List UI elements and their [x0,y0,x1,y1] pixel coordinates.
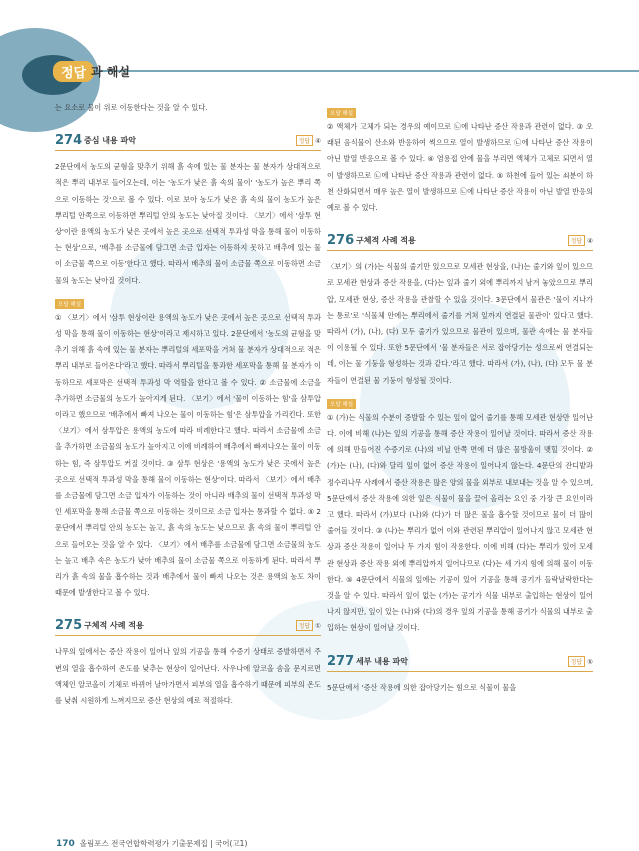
question-275-body: 나무의 잎에서는 증산 작용이 일어나 잎의 기공을 통해 수증기 상태로 증발하면서 주변의 열을 흡수하여 온도를 낮추는 현상이 일어난다. 사우나에 알코올 솜을 문지르면 액체인 알코올이 기체로 바뀌어 날아가면서 피부의 열을 흡수하기 때문에 피부의 온도를 낮춰 시원하게 느껴지므로 증산 현상의 예로 적절하다. [55,647,321,706]
intro-text: 는 요소로 물이 위로 이동한다는 것을 알 수 있다. [55,103,208,112]
answer-value: ⑤ [587,657,593,666]
question-275-header [55,615,321,636]
answer-indicator [568,656,593,667]
wrong-answer-tag: 오답 해설 [327,108,356,118]
wrong-answer-tag: 오답 해설 [55,299,84,309]
answer-indicator [568,235,593,246]
answer-label: 정답 [568,235,586,246]
question-276-header [327,230,593,251]
answer-label: 정답 [568,656,586,667]
left-column [55,100,321,711]
question-number: 276 [327,233,355,249]
footer-text: 올림포스 전국연합학력평가 기출문제집 | 국어(고1) [79,839,248,848]
wrong-answer-tag: 오답 해설 [327,399,356,409]
question-title: 구체적 사례 적용 [356,236,416,246]
question-274-header [55,130,321,151]
right-column [327,100,593,698]
question-title: 구체적 사례 적용 [84,621,144,631]
answer-label: 정답 [296,135,314,146]
page-footer [56,838,247,849]
header-rule [85,70,639,72]
answer-label: 정답 [296,620,314,631]
question-274-explanation: ① 〈보기〉에서 '삼투 현상이란 용액의 농도가 낮은 곳에서 높은 곳으로 선택적 투과성 막을 통해 물이 이동하는 현상'이라고 제시하고 있다. 2문단에서 '농도의 균형을 맞추기 위해 흙 속에 있는 물 분자는 뿌리털의 세포막을 거쳐 물 분자가 상대적으로 적은 뿌리 내부로 들어온다'라고 했다. 따라서 뿌리털을 통과한 세포막을 통해 물 분자가 이동하므로 세포막은 선택적 투과성 막 역할을 한다고 볼 수 있다. ② 소금물에 소금을 추가하면 소금물의 농도가 높아지게 된다. 〈보기〉에서 '물이 이동하는 힘'을 삼투압이라고 했으므로 '배추에서 빠져 나오는 물이 이동하는 힘'은 삼투압을 가리킨다. 또한 〈보기〉에서 삼투압은 용액의 농도에 따라 비례한다고 했다. 따라서 소금물에 소금을 추가하면 소금물의 농도가 높아지고 이에 비례하여 배추에서 빠져나오는 물이 이동하는 힘, 즉 삼투압도 커질 것이다. ③ 삼투 현상은 '용액의 농도가 낮은 곳에서 높은 곳으로 선택적 투과성 막을 통해 물이 이동하는 현상'이다. 따라서 〈보기〉에서 배추를 소금물에 담그면 소금 입자가 이동하는 것이 아니라 배추의 물이 선택적 투과성 막인 세포막을 통해 소금물 쪽으로 이동하는 것이므로 소금 입자는 통과할 수 없다. ⑤ 2문단에서 뿌리털 안의 농도는 높고, 흙 속의 농도는 낮으므로 흙 속의 물이 뿌리털 안으로 들어오는 것을 알 수 있다. 〈보기〉에서 배추를 소금물에 담그면 소금물의 농도는 높고 배추 속은 농도가 낮아 배추의 물이 소금물 쪽으로 이동하게 된다. 따라서 뿌리가 흙 속의 물을 흡수하는 것과 배추에서 물이 빠져 나오는 것은 용액의 농도 차이 때문에 발생한다고 볼 수 있다. [55,312,321,598]
answer-value: ① [315,622,321,631]
question-title: 세부 내용 파악 [356,656,408,666]
question-277-header [327,651,593,672]
header-badge: 정답 [53,61,94,82]
answer-indicator [296,620,321,631]
answer-value: ④ [587,237,593,246]
question-277-body: 5문단에서 '증산 작용에 의한 잡아당기는 힘으로 식물이 물을 [327,682,517,692]
question-276-body: 〈보기〉의 (가)는 식물의 줄기만 있으므로 모세관 현상을, (나)는 줄기와 잎이 있으므로 모세관 현상과 증산 작용을, (다)는 잎과 줄기 외에 뿌리까지 남겨 놓았으므로 뿌리압, 모세관 현상, 증산 작용을 관찰할 수 있을 것이다. 3문단에서 물관은 '물이 지나가는 통로'로 '식물체 안에는 뿌리에서 줄기를 거쳐 잎까지 연결된 물관이' 있다고 했다. 따라서 (가), (나), (다) 모두 줄기가 있으므로 물관이 있으며, 물관 속에는 물 분자들이 이용될 수 있다. 또한 5문단에서 '물 분자들은 서로 잡아당기는 성으로써 연결되는데, 이는 물 기둥을 형성하는 것과 같다.'라고 했다. 따라서 (가), (나), (다) 모두 물 분자들이 연결된 물 기둥이 형성될 것이다. [327,262,593,385]
question-number: 274 [55,133,83,149]
question-number: 277 [327,653,355,669]
page-number: 170 [56,839,75,849]
answer-value: ④ [315,137,321,146]
question-274-body: 2문단에서 농도의 균형을 맞추기 위해 흙 속에 있는 물 분자는 물 분자가 상대적으로 적은 뿌리 내부로 들어오는데, 이는 '농도가 낮은 흙 속의 물이' '농도가 높은 뿌리 쪽으로 이동하는 것'으로 볼 수 있다. 이로 보아 농도가 낮은 흙 속의 물이 농도가 높은 뿌리털 안쪽으로 이동하면 뿌리털 안의 농도는 낮아질 것이다. 〈보기〉에서 '삼투 현상'이란 용액의 농도가 낮은 곳에서 높은 곳으로 선택적 투과성 막을 통해 물이 이동하는 현상'으로, '배추를 소금물에 담그면 소금 입자는 이동하지 못하고 배추에 있는 물이 소금물 쪽으로 이동'한다고 했다. 따라서 배추의 물이 소금물 쪽으로 이동하면 소금물의 농도는 낮아질 것이다. [55,162,321,285]
question-title: 중심 내용 파악 [84,136,136,146]
header-title: 과 해설 [91,65,130,79]
question-276-explanation: ① (가)는 식물의 수분이 증발할 수 있는 잎이 없어 줄기를 통해 모세관 현상만 일어난다. 이에 비해 (나)는 잎의 기공을 통해 증산 작용이 일어날 것이다. 따라서 증산 작용에 의해 만들어진 수증기로 (나)의 비닐 안쪽 면에 더 많은 물방울이 맺힐 것이다. ② (가)는 (나), (다)와 달리 잎이 없어 증산 작용이 일어나지 않는다. 4문단의 잔디밭과 정수리나무 사례에서 증산 작용은 많은 양의 물을 외부로 내보내는 것을 알 수 있으며, 5문단에서 증산 작용에 의한 잎은 식물이 물을 끌어 올리는 요인 중 가장 큰 요인이라고 했다. 따라서 (가)보다 (나)와 (다)가 더 많은 물을 흡수할 것이므로 물이 더 많이 줄어들 것이다. ③ (나)는 뿌리가 없어 이와 관련된 뿌리압이 일어나지 않고 모세관 현상과 증산 작용이 일어나 두 가지 힘이 작용한다. 이에 비해 (다)는 뿌리가 있어 모세관 현상과 증산 작용 외에 뿌리압까지 일어나므로 (다)는 세 가지 힘에 의해 물이 이동한다. ⑤ 4문단에서 식물의 잎에는 기공이 있어 기공을 통해 공기가 들락날락한다는 것을 알 수 있다. 따라서 잎이 없는 (가)는 공기가 식물 내부로 출입하는 현상이 일어나지 않지만, 잎이 있는 (나)와 (다)의 경우 잎의 기공을 통해 공기가 식물의 내부로 출입하는 현상이 일어날 것이다. [327,412,593,633]
answer-indicator [296,135,321,146]
question-275-explanation: ② 액체가 고체가 되는 경우의 예이므로 ㉡에 나타난 증산 작용과 관련이 없다. ③ 오래된 음식물이 산소와 반응하여 썩으므로 열이 발생하므로 ㉡에 나타난 증산 작용이 아닌 발열 반응으로 볼 수 있다. ④ 염용접 안에 물을 부리면 액체가 고체로 되면서 열이 발생하므로 ㉡에 나타난 증산 작용과 관련이 없다. ⑤ 하천에 들어 있는 쇠분이 하천 산화되면서 매우 높은 열이 발생하므로 ㉡에 나타난 증산 작용이 아닌 발열 반응의 예로 볼 수 있다. [327,122,593,213]
question-number: 275 [55,618,83,634]
